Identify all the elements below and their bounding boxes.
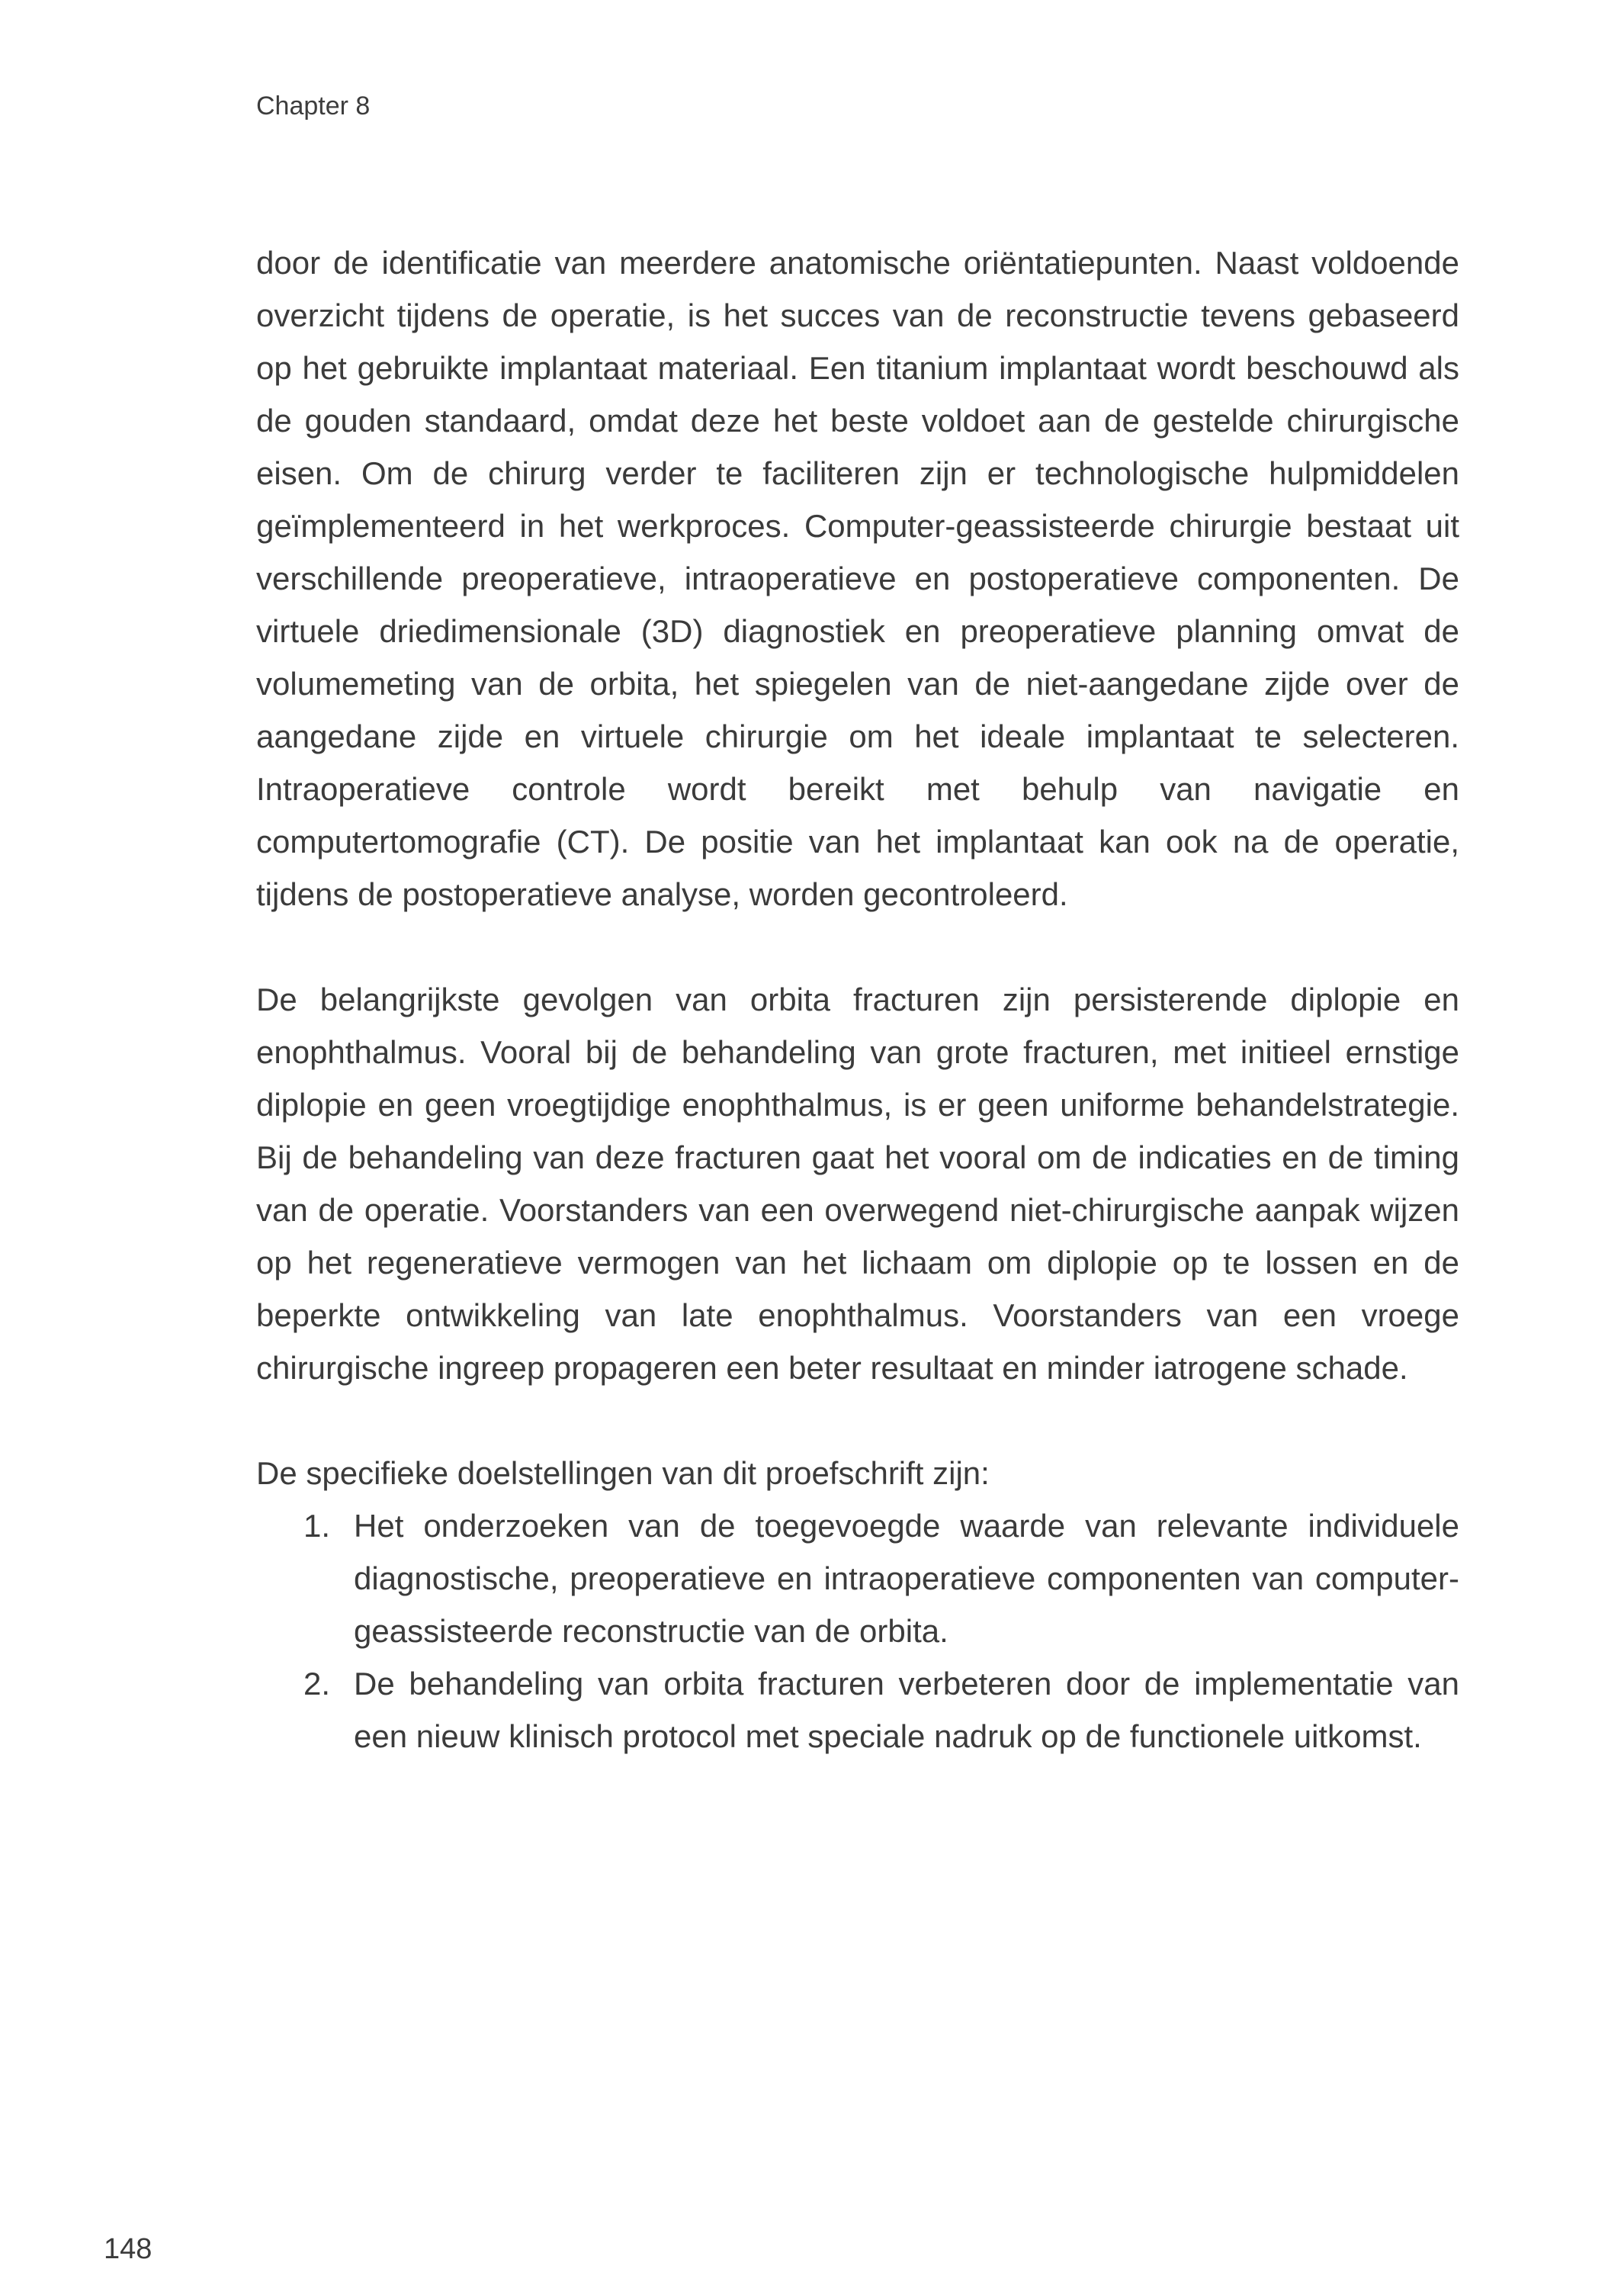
paragraph-1: door de identificatie van meerdere anatomische oriëntatiepunten. Naast voldoende overzicht tijdens de operatie, is het succes van de reconstructie tevens gebaseerd op het gebruikte implantaat materiaal. Een titanium implantaat wordt beschouwd als de gouden standaard, omdat deze het beste voldoet aan de gestelde chirurgische eisen. Om de chirurg verder te faciliteren zijn er technologische hulpmiddelen geïmplementeerd in het werkproces. Computer-geassisteerde chirurgie bestaat uit verschillende preoperatieve, intraoperatieve en postoperatieve componenten. De virtuele driedimensionale (3D) diagnostiek en preoperatieve planning omvat de volumemeting van de orbita, het spiegelen van de niet-aangedane zijde over de aangedane zijde en virtuele chirurgie om het ideale implantaat te selecteren. Intraoperatieve controle wordt bereikt met behulp van navigatie en computertomografie (CT). De positie van het implantaat kan ook na de operatie, tijdens de postoperatieve analyse, worden gecontroleerd. — [256, 245, 1459, 912]
list-item-text: Het onderzoeken van de toegevoegde waarde van relevante individuele diagnostische, preoperatieve en intraoperatieve componenten van computer-geassisteerde reconstructie van de orbita. — [354, 1508, 1459, 1649]
list-item — [256, 1499, 1459, 1657]
list-item-number: 2. — [303, 1666, 331, 1702]
page-number: 148 — [104, 2233, 152, 2265]
list-item-number: 1. — [303, 1508, 331, 1544]
paragraph-2: De belangrijkste gevolgen van orbita fracturen zijn persisterende diplopie en enophthalmus. Vooral bij de behandeling van grote fracturen, met initieel ernstige diplopie en geen vroegtijdige enophthalmus, is er geen uniforme behandelstrategie. Bij de behandeling van deze fracturen gaat het vooral om de indicaties en de timing van de operatie. Voorstanders van een overwegend niet-chirurgische aanpak wijzen op het regeneratieve vermogen van het lichaam om diplopie op te lossen en de beperkte ontwikkeling van late enophthalmus. Voorstanders van een vroege chirurgische ingreep propageren een beter resultaat en minder iatrogene schade. — [256, 982, 1459, 1386]
list-item — [256, 1657, 1459, 1763]
chapter-header: Chapter 8 — [256, 92, 371, 121]
goal-list — [256, 1499, 1459, 1763]
list-item-text: De behandeling van orbita fracturen verbeteren door de implementatie van een nieuw klinisch protocol met speciale nadruk op de functionele uitkomst. — [354, 1666, 1459, 1754]
paragraph-3-intro: De specifieke doelstellingen van dit proefschrift zijn: — [256, 1455, 990, 1491]
text-column — [256, 90, 1459, 1763]
body-text — [256, 236, 1459, 1763]
